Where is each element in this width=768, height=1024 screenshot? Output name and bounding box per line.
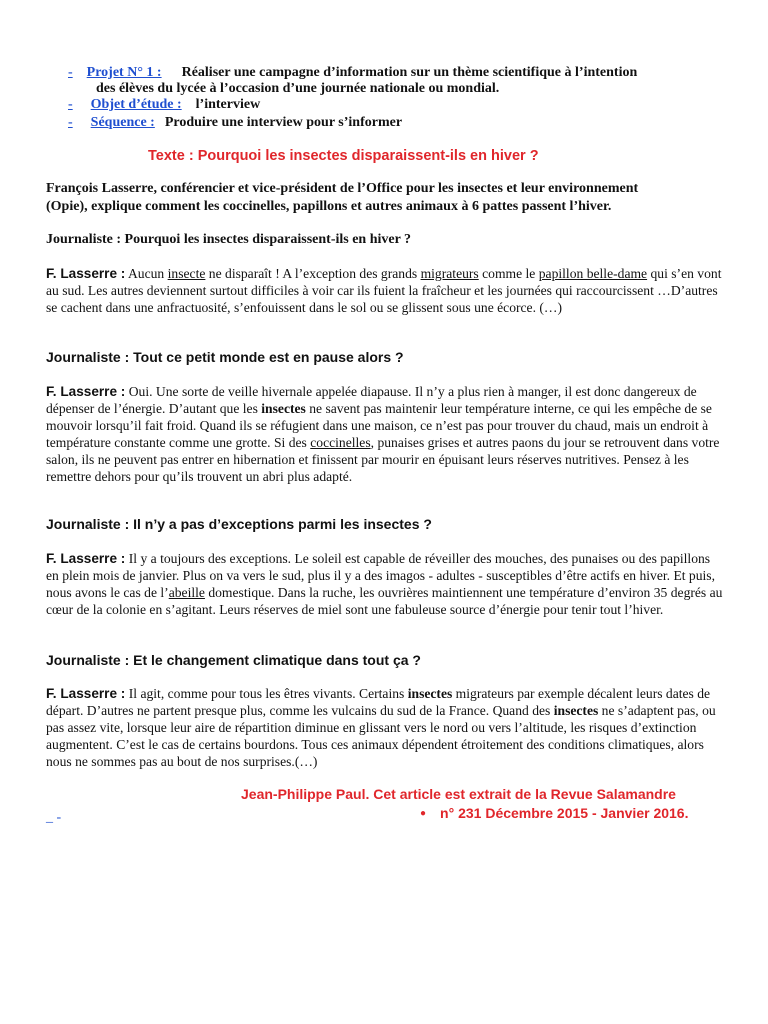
speaker-name: F. Lasserre :	[46, 551, 126, 566]
answer-text: qui s’en vont au sud. Les autres deviennent surtout difficiles à voir car ils fuient la fraîcheur et les journées qui raccourcissent …D’autres se cachent dans une anfractuosité, s’enfouissent dans le sol ou se glissent sous une écorce. (…)	[46, 266, 722, 315]
header-projet-line1	[68, 65, 637, 81]
question-2: Journaliste : Tout ce petit monde est en pause alors ?	[46, 349, 404, 365]
answer-text: Il agit, comme pour tous les êtres vivants. Certains	[125, 686, 408, 701]
answer-text: Oui. Une sorte de veille hivernale appelée diapause. Il n’y a plus rien à manger, il est donc dangereux de dépenser de l’énergie. D’autant que les	[46, 384, 697, 416]
bullet-dash: -	[68, 115, 73, 130]
source-line1: Jean-Philippe Paul. Cet article est extrait de la Revue Salamandre	[241, 786, 676, 802]
speaker-name: F. Lasserre :	[46, 384, 126, 399]
question-4: Journaliste : Et le changement climatique dans tout ça ?	[46, 652, 421, 668]
word-insectes: insectes	[553, 703, 599, 718]
answer-2	[46, 383, 726, 485]
bullet-dash: -	[68, 65, 73, 80]
sequence-label: Séquence :	[90, 115, 155, 130]
answer-text: ne savent pas maintenir leur température interne, ce qui les empêche de se mouvoir lorsqu’il fait froid. Quand ils se réfugient dans une maison, ce n’est pas pour trouver du chaud, mais un endroit à température constante comme une grotte. Si des	[46, 401, 712, 450]
header-sequence	[68, 115, 402, 131]
answer-3	[46, 550, 726, 618]
projet-text-line1: Réaliser une campagne d’information sur un thème scientifique à l’intention	[181, 65, 638, 80]
source-issue: n° 231 Décembre 2015 - Janvier 2016.	[440, 805, 689, 821]
bullet-dot-icon: ●	[420, 808, 427, 819]
projet-label: Projet N° 1 :	[86, 65, 162, 80]
word-insectes: insectes	[261, 401, 306, 416]
answer-text: ne s’adaptent pas, ou pas assez vite, lorsque leur aire de répartition diminue en glissant vers le nord ou vers l’altitude, les risques d’extinction augmentent. C’est le cas de certains bourdons. Tous ces animaux dépendent étroitement des conditions climatiques, alors nous ne sommes pas au bout de nos surprises.(…)	[46, 703, 716, 769]
question-1: Journaliste : Pourquoi les insectes disparaissent-ils en hiver ?	[46, 232, 412, 247]
answer-text: domestique. Dans la ruche, les ouvrières maintiennent une température d’environ 35 degrés au cœur de la colonie en s’agitant. Leurs réserves de miel sont une fabuleuse source d’énergie pour tenir tout l’hiver.	[46, 585, 723, 617]
link-migrateurs[interactable]: migrateurs	[420, 266, 479, 281]
link-abeille[interactable]: abeille	[168, 585, 205, 600]
answer-text: , punaises grises et autres paons du jour se retrouvent dans votre salon, ils ne peuvent pas entrer en hibernation et finissent par mourir en épuisant leurs réserves nutritives. Pensez à les remettre dehors pour qu’ils trouvent un abri plus adapté.	[46, 435, 720, 484]
answer-text: migrateurs par exemple décalent leurs dates de départ. D’autres ne partent presque plus, comme les vulcains du sud de la France. Quand des	[46, 686, 711, 718]
objet-label: Objet d’étude :	[90, 97, 182, 112]
intro-line2: (Opie), explique comment les coccinelles, papillons et autres animaux à 6 pattes passent l’hiver.	[46, 199, 612, 214]
answer-text: ne disparaît ! A l’exception des grands	[205, 266, 421, 281]
question-3: Journaliste : Il n’y a pas d’exceptions parmi les insectes ?	[46, 516, 432, 532]
bullet-dash: -	[68, 97, 73, 112]
header-objet	[68, 97, 260, 113]
intro-line1: François Lasserre, conférencier et vice-président de l’Office pour les insectes et leur environnement	[46, 181, 639, 196]
link-coccinelles[interactable]: coccinelles	[310, 435, 371, 450]
answer-text: Aucun	[125, 266, 168, 281]
objet-text: l’interview	[195, 97, 261, 112]
speaker-name: F. Lasserre :	[46, 686, 126, 701]
answer-4	[46, 685, 726, 770]
page-title: Texte : Pourquoi les insectes disparaissent-ils en hiver ?	[148, 148, 539, 164]
answer-1	[46, 265, 726, 316]
projet-text-line2: des élèves du lycée à l’occasion d’une journée nationale ou mondial.	[96, 81, 500, 96]
link-insecte[interactable]: insecte	[167, 266, 206, 281]
word-insectes: insectes	[407, 686, 453, 701]
answer-text: Il y a toujours des exceptions. Le soleil est capable de réveiller des mouches, des punaises ou des papillons en plein mois de janvier. Plus on va vers le sud, plus il y a des imagos - adultes - susceptibles d’être actifs en hiver. Et puis, nous avons le cas de l’	[46, 551, 715, 600]
footer-marks: _ -	[46, 810, 62, 825]
answer-text: comme le	[478, 266, 539, 281]
sequence-text: Produire une interview pour s’informer	[164, 115, 403, 130]
speaker-name: F. Lasserre :	[46, 266, 126, 281]
source-line2	[420, 805, 688, 821]
link-papillon-belle-dame[interactable]: papillon belle-dame	[538, 266, 648, 281]
header-projet-line2	[96, 81, 499, 97]
